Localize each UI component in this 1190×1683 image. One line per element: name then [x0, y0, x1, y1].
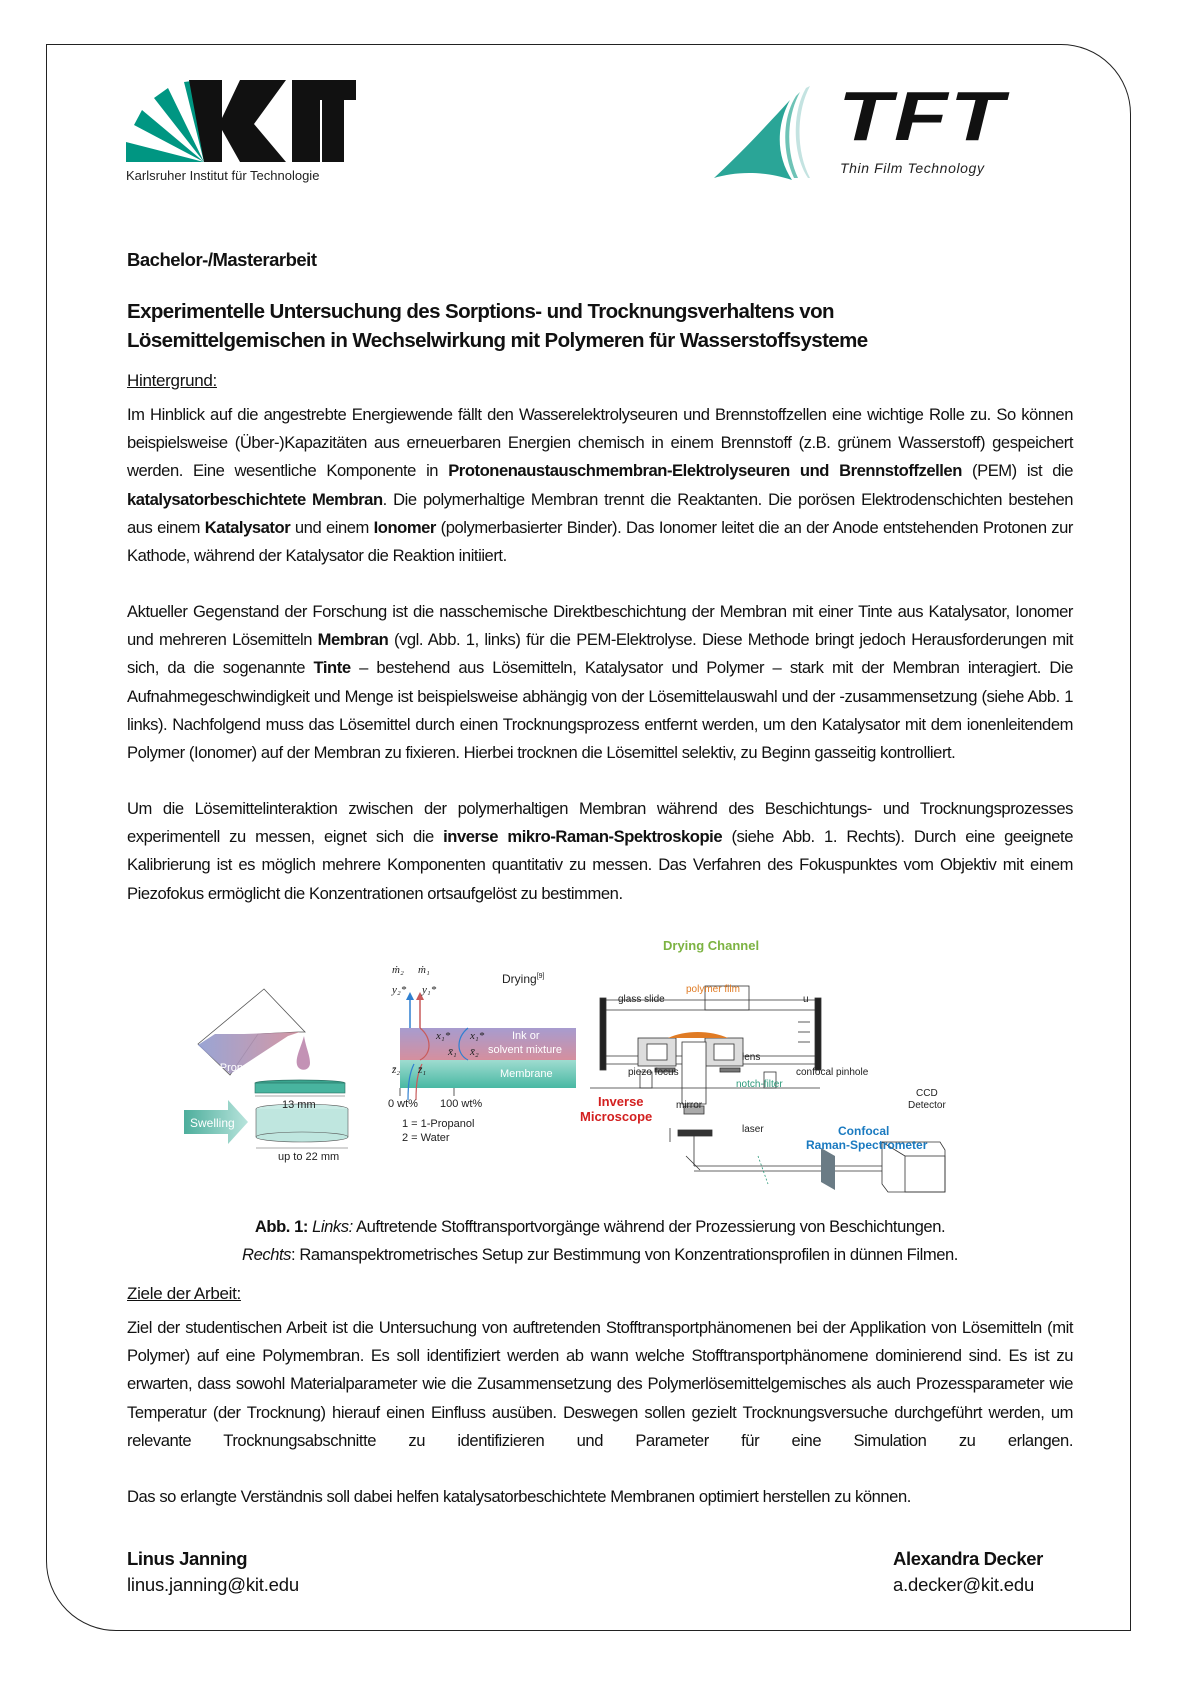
- title-line-1: Experimentelle Untersuchung des Sorptions- und Trocknungsverhaltens von: [127, 300, 834, 323]
- bold-term: Tinte: [313, 658, 351, 678]
- tft-wordmark: TFT: [838, 77, 1006, 155]
- ccd-label-1: CCD: [916, 1088, 938, 1099]
- laser-label: laser: [742, 1124, 764, 1135]
- text-run: . Die polymerhaltige Membran trennt die Reaktanten. Die porösen Elektrodenschichten bestehen aus einem: [127, 489, 1073, 537]
- contact-left: [127, 1548, 299, 1596]
- inverse-label-1: Inverse: [598, 1094, 644, 1109]
- flow-label: u: [803, 994, 809, 1005]
- kit-logo: [126, 80, 356, 190]
- caption-label: Abb. 1:: [254, 1217, 308, 1236]
- ink-label-1: Ink or: [512, 1030, 540, 1042]
- confocal-pinhole-label: confocal pinhole: [796, 1067, 869, 1078]
- bold-term: katalysatorbeschichtete Membran: [127, 489, 383, 509]
- text-run: Ziel der studentischen Arbeit ist die Untersuchung von auftretenden Stofftransportphänomenen bei der Applikation von Lösemitteln (mit Polymer) auf eine Polymembran. Es soll identifiziert werden ab wann welche Stofftransportphänomene dominierend sind. Es ist zu erwarten, dass sowohl Materialparameter wie die Zusammensetzung des Polymerlösemittelgemisches als auch Prozessparameter wie Temperatur (der Trocknung) hierauf einen Einfluss ausüben. Deswegen sollen gezielt Trocknungsversuche durchgeführt werden, um relevante Trocknungsabschnitte zu identifizieren und Parameter für eine Simulation zu erlangen.: [127, 1318, 1073, 1450]
- axis-min: 0 wt%: [388, 1098, 418, 1110]
- channel-title: Drying Channel: [663, 938, 760, 953]
- background-paragraph-2: [127, 598, 1073, 767]
- legend-1: 1 = 1-Propanol: [402, 1118, 475, 1130]
- bold-term: Protonenaustauschmembran-Elektrolyseuren und Brennstoffzellen: [448, 461, 962, 481]
- caption-left-text: Auftretende Stofftransportvorgänge während der Prozessierung von Beschichtungen.: [352, 1217, 946, 1236]
- text-run: – bestehend aus Lösemitteln, Katalysator und Polymer – stark mit der Membran interagiert. Die Aufnahmegeschwindigkeit und Menge ist beispielsweise abhängig von der Lösemittelauswahl und der -zusammensetzung (siehe Abb. 1 links). Nachfolgend muss das Lösemittel durch einen Trocknungsprozess entfernt werden, um den Katalysator mit dem ionenleitendem Polymer (Ionomer) auf der Membran zu fixieren. Hierbei trocknen die Lösemittel selektiv, zu Beginn gasseitig kontrolliert.: [127, 658, 1073, 763]
- y2-label: y₂*: [392, 984, 407, 996]
- caption-right-text: : Ramanspektrometrisches Setup zur Bestimmung von Konzentrationsprofilen in dünnen Filmen.: [291, 1245, 958, 1264]
- confocal-label-2: Raman-Spectrometer: [806, 1138, 928, 1152]
- drying-ref: [9]: [536, 973, 545, 980]
- caption-line-2: [127, 1241, 1073, 1269]
- beaker-label-1: 1-Propanol: [210, 1062, 264, 1074]
- tft-sail-icon: [712, 82, 812, 182]
- goals-paragraph-2: Das so erlangte Verständnis soll dabei helfen katalysatorbeschichtete Membranen optimiert herstellen zu können.: [127, 1487, 911, 1506]
- caption-left-tag: Links:: [312, 1217, 353, 1236]
- drying-text: Drying: [502, 972, 537, 986]
- bold-term: Katalysator: [204, 517, 291, 537]
- title-line-2: Lösemittelgemischen in Wechselwirkung mit Polymeren für Wasserstoffsysteme: [127, 329, 868, 352]
- text-run: und einem: [290, 517, 374, 537]
- confocal-label-1: Confocal: [838, 1124, 890, 1138]
- x1-star-b: x₁*: [470, 1030, 485, 1042]
- m1-label: ṁ₁: [418, 964, 430, 976]
- bold-term: inverse mikro-Raman-Spektroskopie: [443, 827, 723, 847]
- m2-label: ṁ₂: [392, 964, 404, 976]
- figure-graphics: [170, 960, 1050, 1210]
- text-run: (polymerbasierter Binder). Das Ionomer leitet die an der Anode entstehenden Protonen zur Kathode, während der Katalysator die Reaktion initiiert.: [127, 517, 1074, 566]
- figure-caption: [127, 1213, 1073, 1269]
- x1-bar: x̄₁: [448, 1046, 457, 1058]
- ink-label-2: solvent mixture: [488, 1044, 562, 1056]
- background-heading: Hintergrund:: [127, 371, 217, 390]
- document-title: [127, 297, 1087, 355]
- mirror-label: mirror: [676, 1100, 703, 1111]
- contact-name: Alexandra Decker: [893, 1548, 1043, 1569]
- x1-star-a: x₁*: [436, 1030, 451, 1042]
- axis-max: 100 wt%: [440, 1098, 483, 1110]
- bold-term: Membran: [317, 630, 389, 650]
- goals-paragraph-1: [127, 1314, 1073, 1455]
- z2-bar: z̄₂: [392, 1064, 401, 1076]
- glass-slide-label: glass slide: [618, 994, 665, 1005]
- piezo-focus-label: piezo focus: [628, 1067, 679, 1078]
- kit-fan-icon: [126, 80, 356, 165]
- lens-label: lens: [742, 1052, 761, 1063]
- beaker-label-2: + water: [210, 1074, 247, 1086]
- contact-name: Linus Janning: [127, 1548, 248, 1569]
- caption-right-tag: Rechts: [242, 1245, 291, 1264]
- tft-logo: [712, 77, 1042, 192]
- text-run: (vgl. Abb. 1, links) für die PEM-Elektrolyse. Diese Methode bringt jedoch Herausforderungen mit sich, da die sogenannte: [127, 630, 1073, 678]
- goals-heading: Ziele der Arbeit:: [127, 1284, 241, 1303]
- contact-right: [893, 1548, 1043, 1596]
- bold-term: Ionomer: [373, 517, 436, 537]
- notch-filter-label: notch-filter: [736, 1079, 783, 1090]
- document-type: Bachelor-/Masterarbeit: [127, 249, 317, 270]
- background-paragraph-1: [127, 401, 1073, 570]
- disc-large-label: up to 22 mm: [278, 1151, 340, 1163]
- z1-bar: z̄₁: [418, 1064, 427, 1076]
- drying-label: [502, 972, 544, 986]
- text-run: (PEM) ist die: [961, 461, 1074, 481]
- contact-email[interactable]: a.decker@kit.edu: [893, 1574, 1035, 1595]
- tft-subtitle: Thin Film Technology: [840, 160, 985, 176]
- x2-bar: x̄₂: [470, 1046, 479, 1058]
- swelling-label: Swelling: [190, 1116, 235, 1130]
- text-run: Um die Lösemittelinteraktion zwischen der polymerhaltigen Membran während des Beschichtungs- und Trocknungsprozesses experimentell zu messen, eignet sich die: [127, 799, 1073, 847]
- background-paragraph-3: [127, 795, 1073, 908]
- y1-label: y₁*: [422, 984, 437, 996]
- polymer-film-label: polymer film: [686, 984, 740, 995]
- text-run: (siehe Abb. 1. Rechts). Durch eine geeignete Kalibrierung ist es möglich mehrere Komponenten quantitativ zu messen. Das Verfahren des Fokuspunktes vom Objektiv mit einem Piezofokus ermöglicht die Konzentrationen ortsaufgelöst zu bestimmen.: [127, 827, 1073, 903]
- figure-1: [170, 938, 1050, 1210]
- text-run: Im Hinblick auf die angestrebte Energiewende fällt den Wasserelektrolyseuren und Brennstoffzellen eine wichtige Rolle zu. So können beispielsweise (Über-)Kapazitäten aus erneuerbaren Energien chemisch in einem Brennstoff (z.B. grünem Wasserstoff) gespeichert werden. Eine wesentliche Komponente in: [127, 405, 1073, 481]
- ccd-label-2: Detector: [908, 1100, 946, 1111]
- contact-email[interactable]: linus.janning@kit.edu: [127, 1574, 299, 1595]
- disc-small-label: 13 mm: [282, 1099, 316, 1111]
- text-run: Aktueller Gegenstand der Forschung ist die nasschemische Direktbeschichtung der Membran mit einer Tinte aus Katalysator, Ionomer und mehreren Lösemitteln: [127, 602, 1073, 650]
- kit-subtitle: Karlsruher Institut für Technologie: [126, 168, 320, 183]
- membrane-label: Membrane: [500, 1068, 553, 1080]
- caption-line-1: [127, 1213, 1073, 1241]
- inverse-label-2: Microscope: [580, 1109, 653, 1124]
- legend-2: 2 = Water: [402, 1132, 450, 1144]
